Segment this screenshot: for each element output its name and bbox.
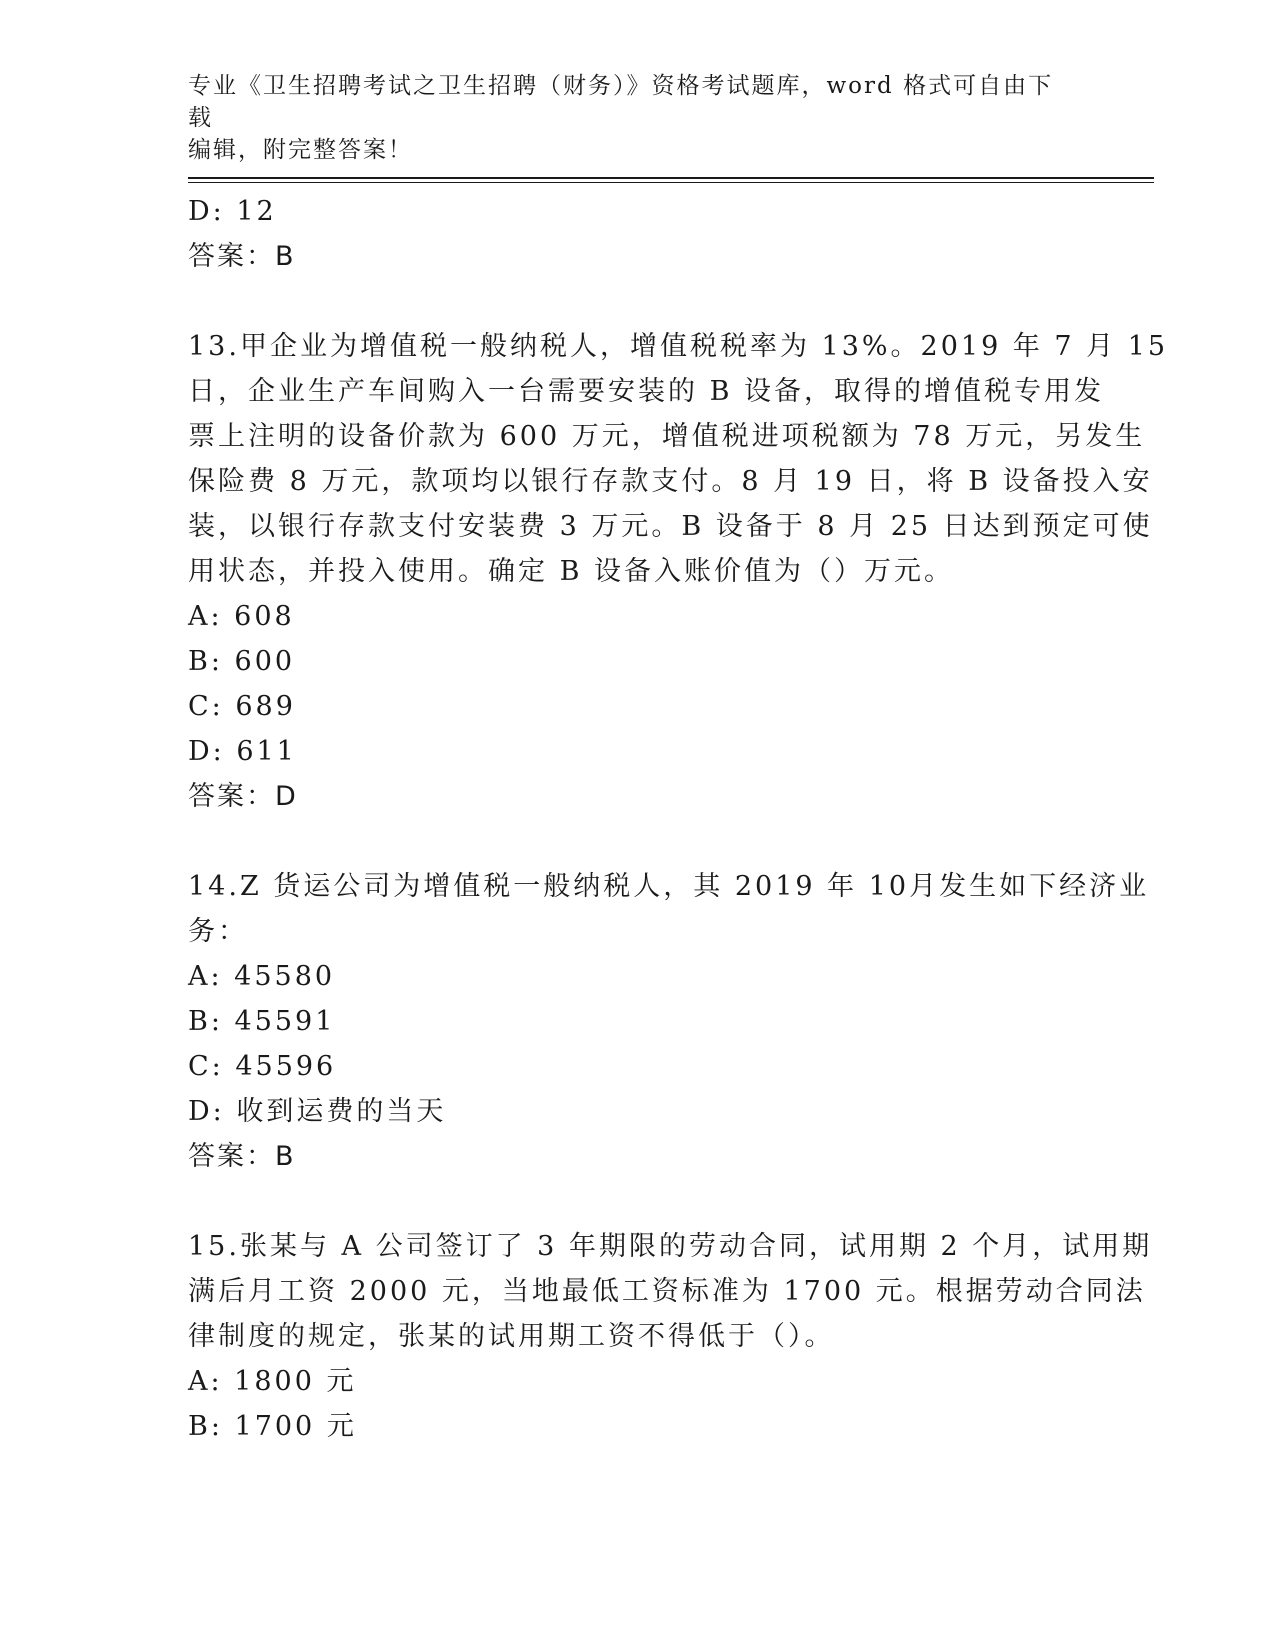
question-text-line: 日，企业生产车间购入一台需要安装的 B 设备，取得的增值税专用发 [188,376,1105,407]
option-d: D: 611 [188,736,297,767]
question-text-line: 保险费 8 万元，款项均以银行存款支付。8 月 19 日，将 B 设备投入安 [188,466,1153,497]
option-a: A: 45580 [188,961,336,992]
question-text-line: 13.甲企业为增值税一般纳税人，增值税税率为 13%。2019 年 7 月 15 [188,331,1169,362]
option-d: D: 收到运费的当天 [188,1096,447,1127]
question-13 [188,324,1169,819]
option-a: A: 608 [188,601,295,632]
question-text-line: 律制度的规定，张某的试用期工资不得低于（）。 [188,1321,835,1352]
header-line-2: 编辑，附完整答案！ [188,137,413,163]
document-header [188,70,1068,166]
answer-line: 答案：B [188,1141,296,1172]
question-content [188,189,1169,1449]
option-a: A: 1800 元 [188,1366,357,1397]
option-b: B: 1700 元 [188,1411,357,1442]
question-14 [188,864,1150,1179]
option-b: B: 45591 [188,1006,336,1037]
spacer [188,1179,1088,1224]
option-c: C: 689 [188,691,296,722]
question-text-line: 14.Z 货运公司为增值税一般纳税人，其 2019 年 10月发生如下经济业 [188,871,1150,902]
option-d: D: 12 [188,196,277,227]
answer-line: 答案：B [188,241,296,272]
header-divider-thick [188,177,1154,179]
question-text-line: 15.张某与 A 公司签订了 3 年期限的劳动合同，试用期 2 个月，试用期 [188,1231,1153,1262]
answer-line: 答案：D [188,781,298,812]
spacer [188,279,1088,324]
question-15 [188,1224,1153,1449]
option-b: B: 600 [188,646,296,677]
question-text-line: 务： [188,916,248,947]
question-text-line: 票上注明的设备价款为 600 万元，增值税进项税额为 78 万元，另发生 [188,421,1146,452]
prev-question [188,189,1088,279]
question-text-line: 满后月工资 2000 元，当地最低工资标准为 1700 元。根据劳动合同法 [188,1276,1146,1307]
spacer [188,819,1088,864]
header-line-1: 专业《卫生招聘考试之卫生招聘（财务）》资格考试题库，word 格式可自由下载 [188,73,1054,131]
question-text-line: 装，以银行存款支付安装费 3 万元。B 设备于 8 月 25 日达到预定可使 [188,511,1153,542]
option-c: C: 45596 [188,1051,337,1082]
question-text-line: 用状态，并投入使用。确定 B 设备入账价值为（）万元。 [188,556,955,587]
header-divider-thin [188,182,1154,183]
